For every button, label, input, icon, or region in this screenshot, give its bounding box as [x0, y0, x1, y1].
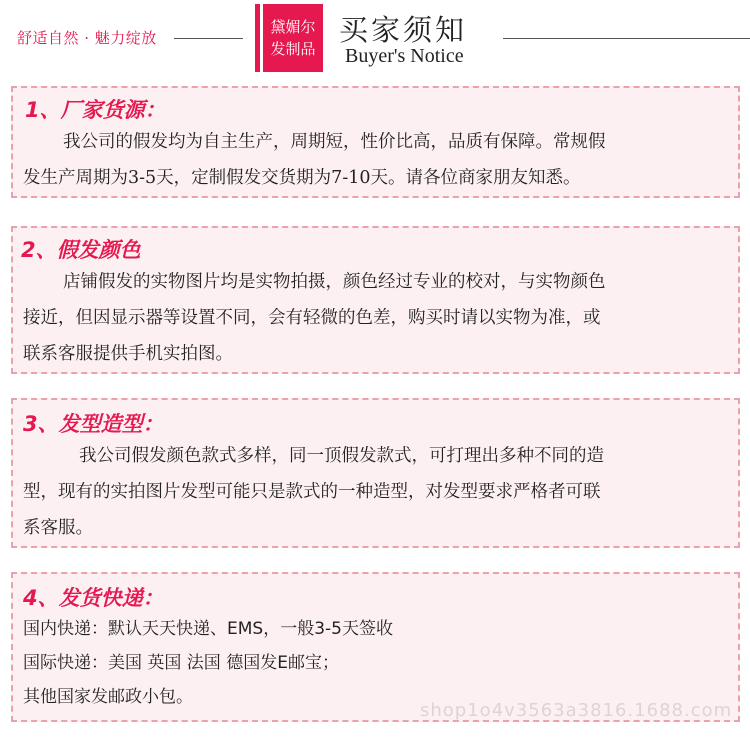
body-line: 国际快递：美国 英国 法国 德国发E邮宝； [23, 653, 339, 673]
slogan: 舒适自然 · 魅力绽放 [17, 29, 157, 47]
body-line: 接近，但因显示器等设置不同，会有轻微的色差，购买时请以实物为准，或 [23, 308, 601, 328]
body-line: 我公司的假发均为自主生产，周期短，性价比高，品质有保障。常规假 [63, 132, 606, 152]
body-line: 我公司假发颜色款式多样，同一顶假发款式，可打理出多种不同的造 [79, 446, 604, 466]
header-divider-right [503, 38, 750, 39]
section-heading: 3、发型造型： [23, 412, 164, 436]
body-line: 系客服。 [23, 518, 93, 538]
brand-logo [263, 4, 323, 72]
body-line: 店铺假发的实物图片均是实物拍摄，颜色经过专业的校对，与实物颜色 [63, 272, 606, 292]
section-heading: 1、厂家货源： [25, 98, 166, 122]
brand-line-1: 黛媚尔 [270, 18, 316, 36]
section-card-style [11, 398, 740, 548]
section-heading: 2、假发颜色 [21, 238, 141, 262]
body-line: 型，现有的实拍图片发型可能只是款式的一种造型，对发型要求严格者可联 [23, 482, 601, 502]
section-card-source [11, 86, 740, 198]
section-body [23, 612, 393, 714]
page-title: 买家须知 [339, 13, 468, 47]
body-line: 国内快递：默认天天快递、EMS，一般3-5天签收 [23, 619, 393, 639]
section-body [23, 124, 606, 196]
body-line: 联系客服提供手机实拍图。 [23, 344, 233, 364]
header [0, 0, 750, 78]
header-divider-left [174, 38, 243, 39]
section-card-color [11, 226, 740, 374]
page-subtitle: Buyer's Notice [345, 45, 464, 67]
brand-accent-bar [255, 4, 260, 72]
brand-line-2: 发制品 [270, 40, 316, 58]
body-line: 发生产周期为3-5天，定制假发交货期为7-10天。请各位商家朋友知悉。 [23, 168, 581, 188]
section-body [23, 264, 606, 372]
section-heading: 4、发货快递： [23, 586, 164, 610]
watermark: shop1o4v3563a3816.1688.com [420, 700, 733, 721]
section-body [23, 438, 604, 546]
body-line: 其他国家发邮政小包。 [23, 687, 193, 707]
